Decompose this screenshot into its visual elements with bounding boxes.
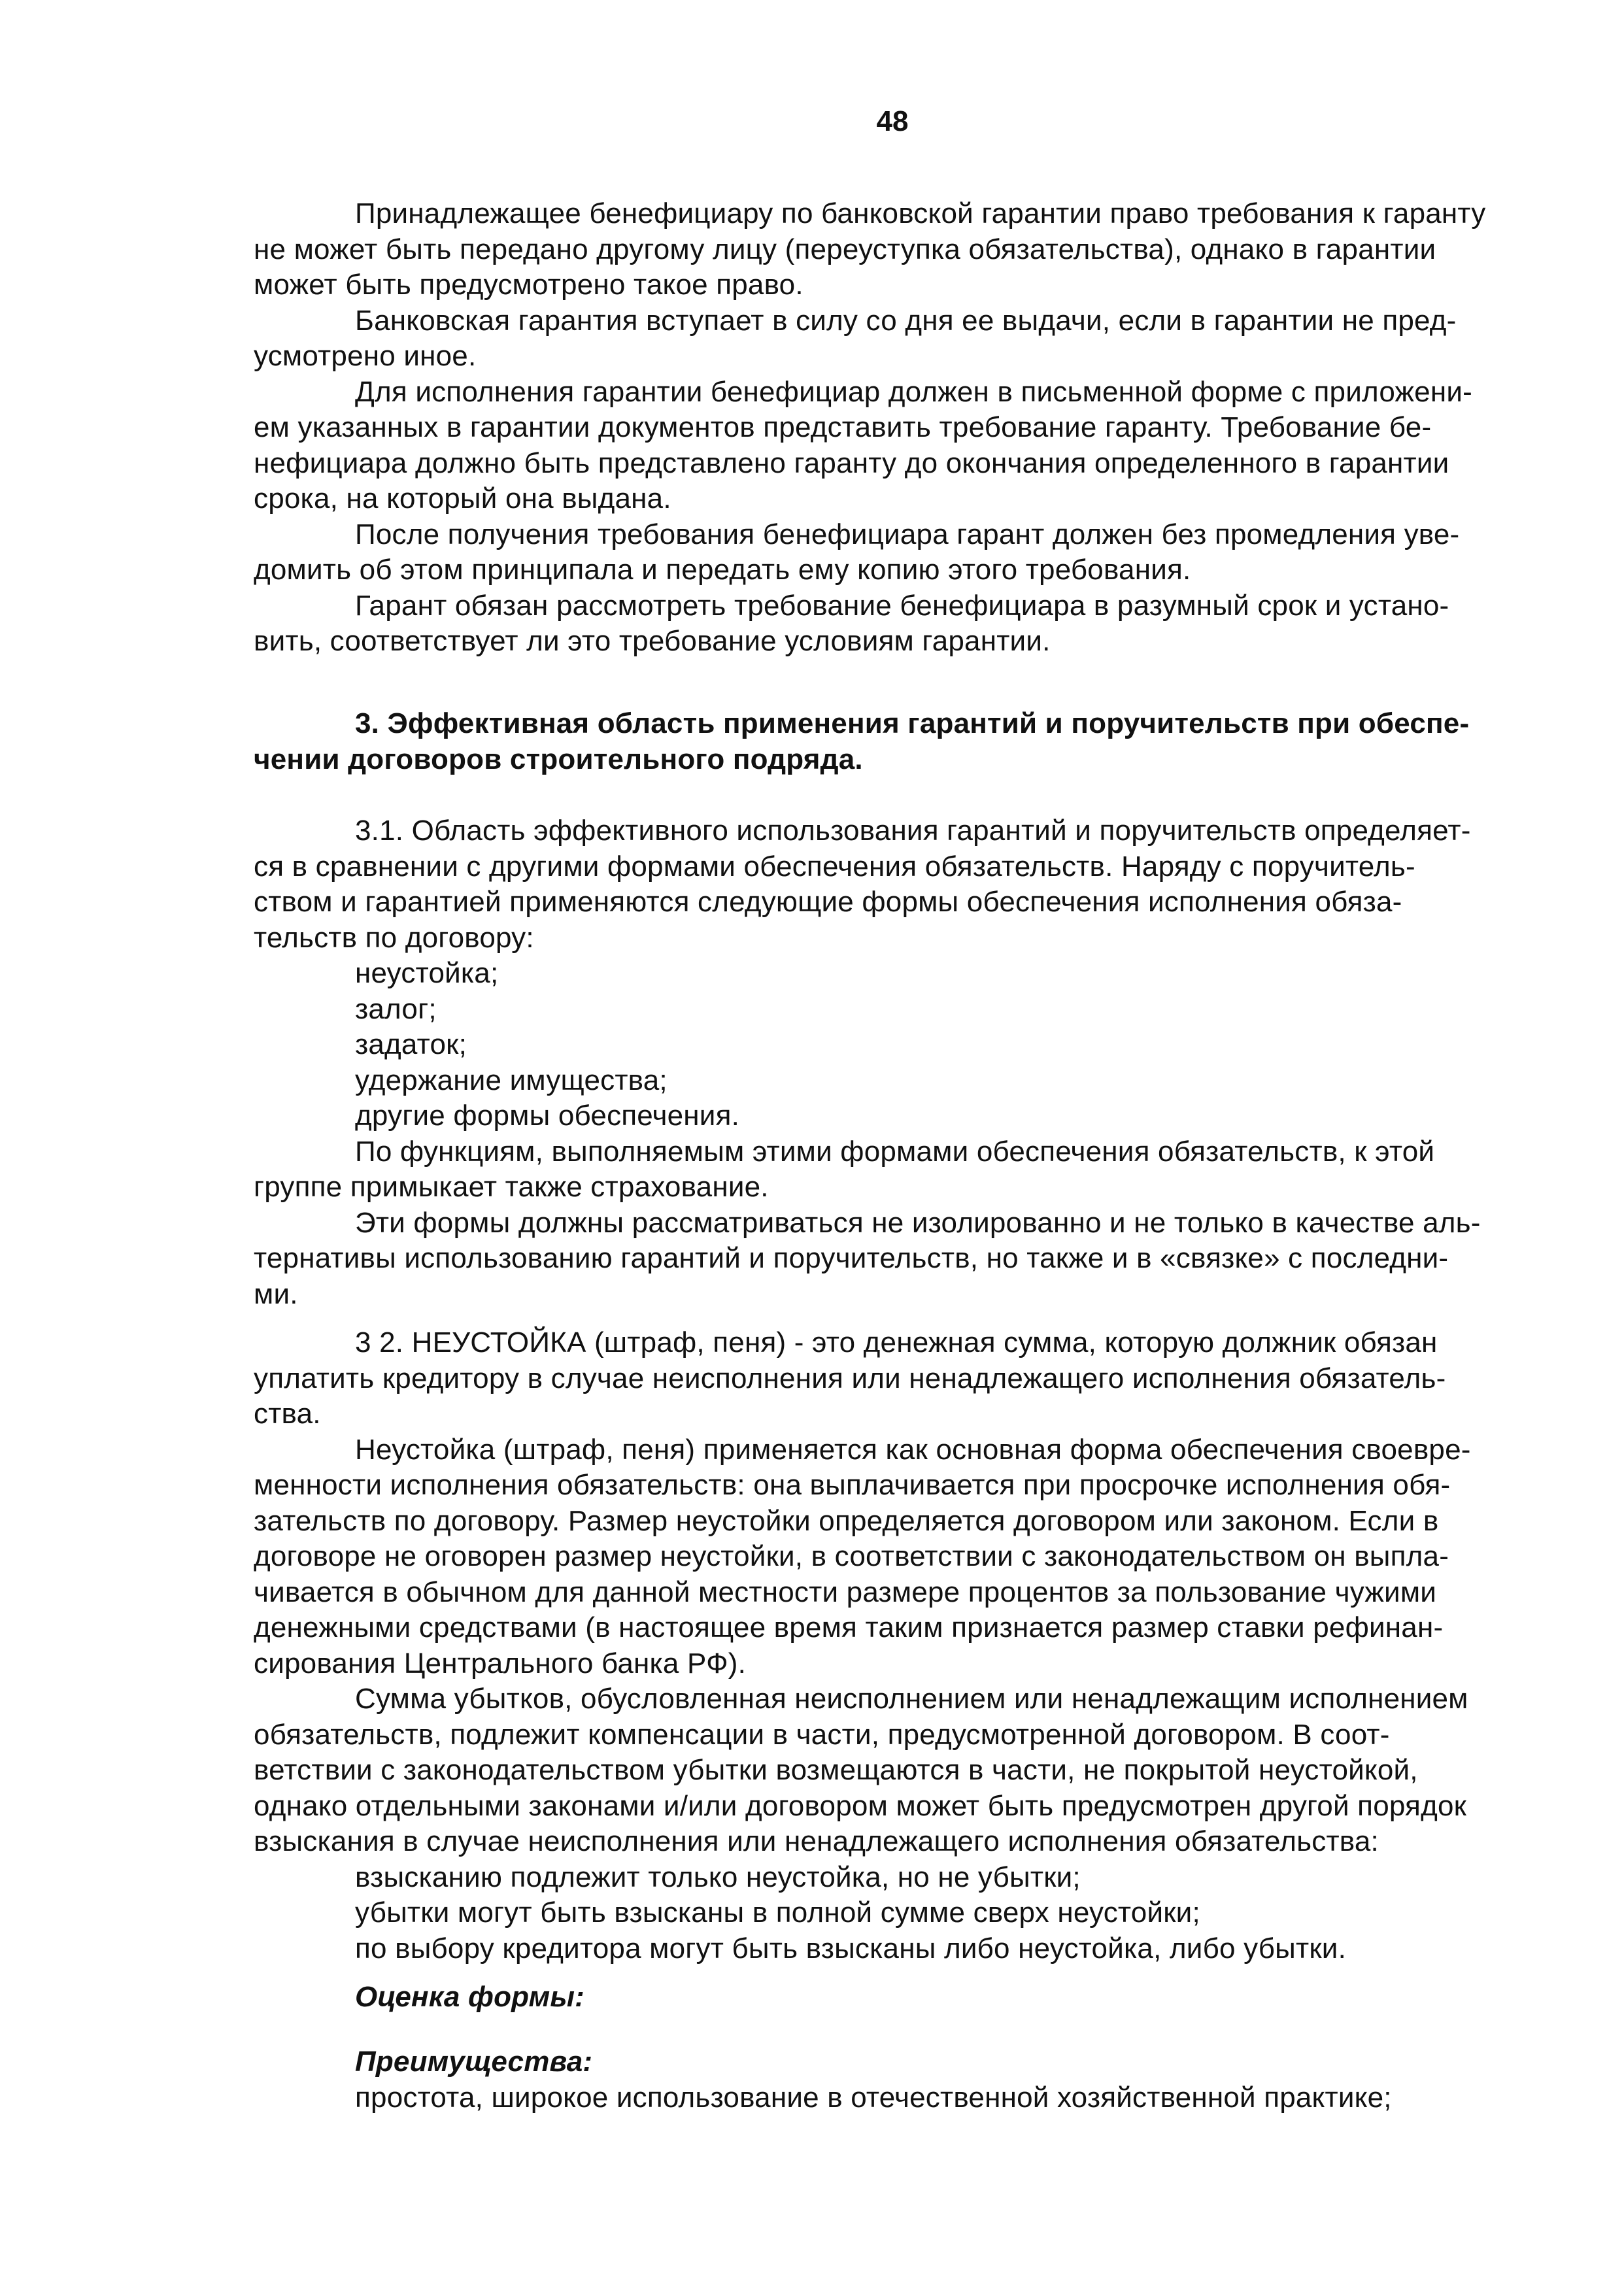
text-line: усмотрено иное. xyxy=(254,340,477,372)
text-line: После получения требования бенефициара гарант должен без промедления уве- xyxy=(355,518,1460,550)
text-line: менности исполнения обязательств: она выплачивается при просрочке исполнения обя- xyxy=(254,1469,1451,1501)
text-line: ветствии с законодательством убытки возмещаются в части, не покрытой неустойкой, xyxy=(254,1754,1418,1786)
page-number: 48 xyxy=(876,105,909,137)
text-line: Сумма убытков, обусловленная неисполнением или ненадлежащим исполнением xyxy=(355,1683,1468,1715)
text-line: ем указанных в гарантии документов представить требование гаранту. Требование бе- xyxy=(254,411,1432,443)
text-line: По функциям, выполняемым этими формами обеспечения обязательств, к этой xyxy=(355,1135,1435,1168)
text-line: чивается в обычном для данной местности размере процентов за пользование чужими xyxy=(254,1576,1437,1608)
advantages-block xyxy=(254,2044,1535,2116)
text-line: ми. xyxy=(254,1277,298,1310)
text-line: сирования Центрального банка РФ). xyxy=(254,1647,747,1679)
list-item: залог; xyxy=(355,992,437,1025)
text-line: уплатить кредитору в случае неисполнения или ненадлежащего исполнения обязатель- xyxy=(254,1362,1446,1394)
text-line: денежными средствами (в настоящее время таким признается размер ставки рефинан- xyxy=(254,1611,1444,1644)
text-line: тернативы использованию гарантий и поручительств, но также и в «связке» с последни- xyxy=(254,1242,1449,1274)
text-line: Банковская гарантия вступает в силу со дня ее выдачи, если в гарантии не пред- xyxy=(355,304,1457,337)
text-line: вить, соответствует ли это требование условиям гарантии. xyxy=(254,625,1051,657)
list-item: неустойка; xyxy=(355,957,499,989)
list-item: убытки могут быть взысканы в полной сумме сверх неустойки; xyxy=(355,1897,1200,1929)
text-line: тельств по договору: xyxy=(254,921,534,954)
list-item: взысканию подлежит только неустойка, но не убытки; xyxy=(355,1861,1081,1893)
text-line: Принадлежащее бенефициару по банковской гарантии право требования к гаранту xyxy=(355,197,1486,229)
text-line: ства. xyxy=(254,1398,321,1430)
list-item: задаток; xyxy=(355,1028,467,1060)
text-line: ся в сравнении с другими формами обеспечения обязательств. Наряду с поручитель- xyxy=(254,850,1415,883)
text-line: домить об этом принципала и передать ему копию этого требования. xyxy=(254,554,1191,586)
list-item: другие формы обеспечения. xyxy=(355,1100,740,1132)
heading-line: чении договоров строительного подряда. xyxy=(254,743,863,775)
text-line: Гарант обязан рассмотреть требование бенефициара в разумный срок и устано- xyxy=(355,589,1449,622)
text-line: Для исполнения гарантии бенефициар должен в письменной форме с приложени- xyxy=(355,375,1472,408)
assessment-title: Оценка формы: xyxy=(355,1981,585,2013)
section-3-body xyxy=(254,813,1535,1966)
text-line: договоре не оговорен размер неустойки, в соответствии с законодательством он выпла- xyxy=(254,1540,1449,1572)
text-line: срока, на который она выдана. xyxy=(254,482,671,514)
list-item: удержание имущества; xyxy=(355,1064,668,1096)
text-line: простота, широкое использование в отечественной хозяйственной практике; xyxy=(355,2081,1392,2114)
text-line: ством и гарантией применяются следующие формы обеспечения исполнения обяза- xyxy=(254,886,1402,918)
list-item: по выбору кредитора могут быть взысканы либо неустойка, либо убытки. xyxy=(355,1932,1347,1965)
text-line: 3.1. Область эффективного использования гарантий и поручительств определяет- xyxy=(355,815,1471,847)
text-line: обязательств, подлежит компенсации в части, предусмотренной договором. В соот- xyxy=(254,1718,1390,1751)
text-line: Эти формы должны рассматриваться не изолированно и не только в качестве аль- xyxy=(355,1206,1481,1239)
text-line: нефициара должно быть представлено гаранту до окончания определенного в гарантии xyxy=(254,447,1449,479)
heading-line: 3. Эффективная область применения гарантий и поручительств при обеспе- xyxy=(355,707,1470,739)
text-line: 3 2. НЕУСТОЙКА (штраф, пеня) - это денежная сумма, которую должник обязан xyxy=(355,1326,1438,1358)
text-line: не может быть передано другому лицу (переуступка обязательства), однако в гарантии xyxy=(254,233,1436,265)
text-line: может быть предусмотрено такое право. xyxy=(254,269,804,301)
assessment-title-block xyxy=(254,1980,1535,2016)
text-line: Неустойка (штраф, пеня) применяется как основная форма обеспечения своевре- xyxy=(355,1433,1471,1466)
section-3-heading xyxy=(254,706,1535,777)
text-line: группе примыкает также страхование. xyxy=(254,1171,769,1203)
text-line: зательств по договору. Размер неустойки определяется договором или законом. Если в xyxy=(254,1504,1439,1537)
advantages-title: Преимущества: xyxy=(355,2046,593,2078)
text-line: однако отдельными законами и/или договором может быть предусмотрен другой порядок xyxy=(254,1789,1467,1822)
text-line: взыскания в случае неисполнения или ненадлежащего исполнения обязательства: xyxy=(254,1825,1379,1857)
guarantee-paragraphs xyxy=(254,196,1535,660)
